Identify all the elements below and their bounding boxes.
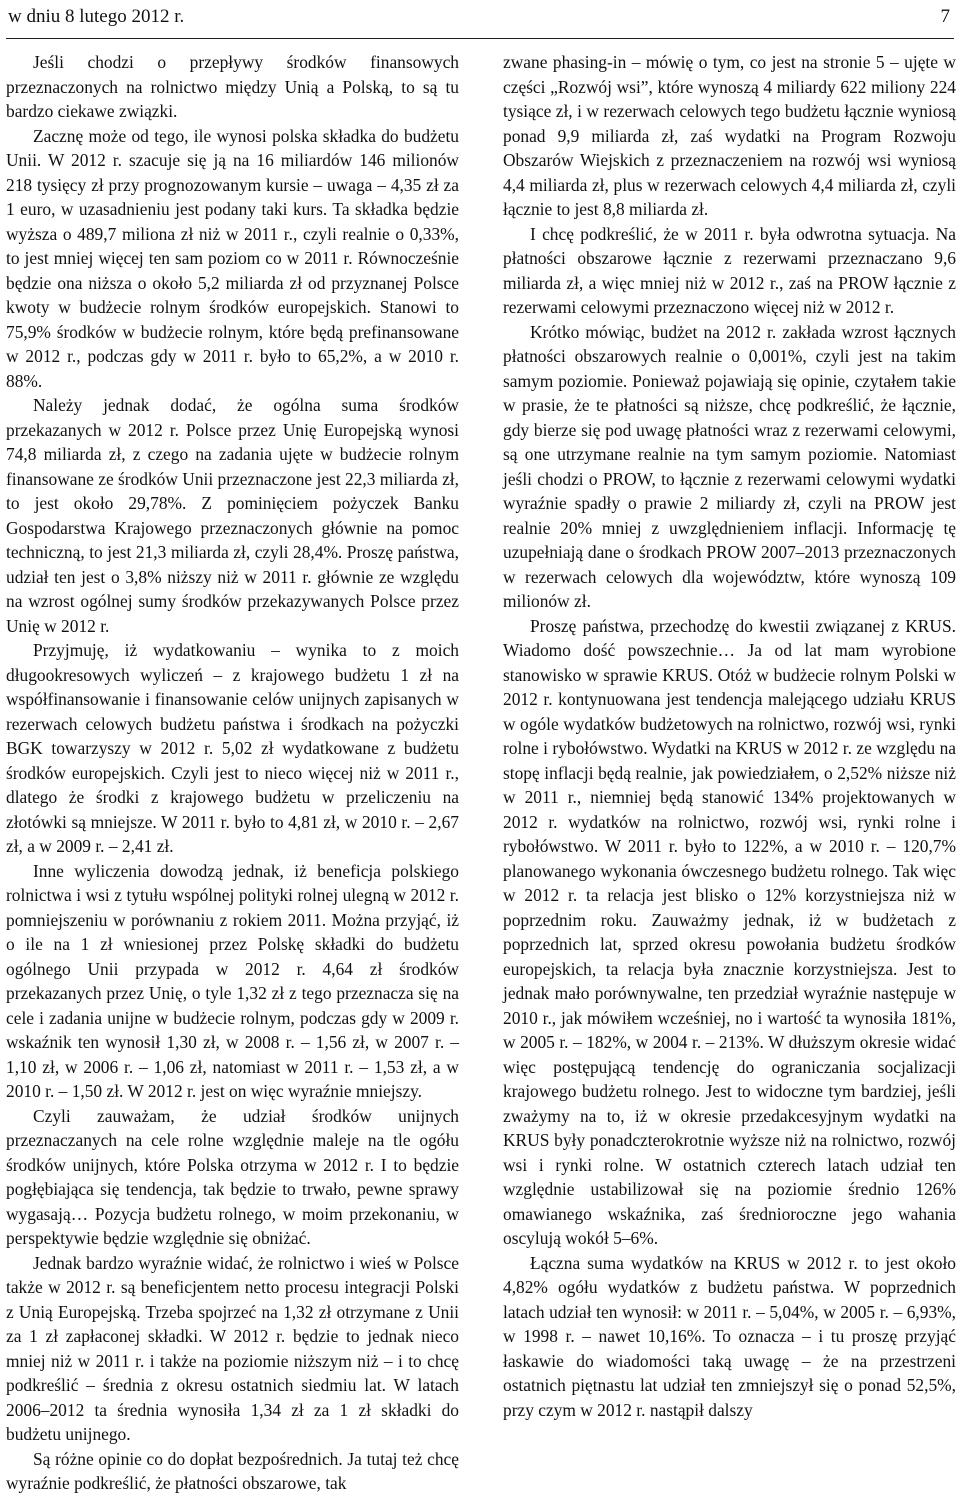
paragraph: Jednak bardzo wyraźnie widać, że rolnictwo i wieś w Polsce także w 2012 r. są beneficjentem netto procesu integracji Polski z Unią Europejską. Trzeba spojrzeć na 1,32 zł otrzymane z Unii za 1 zł zapłaconej składki. W 2012 r. będzie to jednak nieco mniej niż w 2011 r. i także na poziomie niższym niż – i to chcę podkreślić – średnia z okresu ostatnich siedmiu lat. W latach 2006–2012 ta średnia wynosiła 1,34 zł za 1 zł składki do budżetu unijnego. (6, 1252, 459, 1444)
paragraph: Jeśli chodzi o przepływy środków finansowych przeznaczonych na rolnictwo między Unią a Polską, to są tu bardzo ciekawe związki. (6, 52, 459, 121)
paragraph: Czyli zauważam, że udział środków unijnych przeznaczanych na cele rolne względnie maleje na tle ogółu środków unijnych, które Polska otrzyma w 2012 r. I to będzie pogłębiająca się tendencja, tak będzie to trwało, pewne sprawy wygasają… Pozycja budżetu rolnego, w moim przekonaniu, w perspektywie będzie względnie się obniżać. (6, 1105, 459, 1248)
page-header (8, 2, 952, 32)
right-column (503, 50, 956, 1469)
paragraph: Łączna suma wydatków na KRUS w 2012 r. to jest około 4,82% ogółu wydatków z budżetu państwa. W poprzednich latach udział ten wynosił: w 2011 r. – 5,04%, w 2005 r. – 6,93%, w 1998 r. – nawet 10,16%. To oznacza – i tu proszę przyjąć łaskawie do wiadomości taką uwagę – że na przestrzeni ostatnich piętnastu lat udział ten zmniejszył się o ponad 52,5%, przy czym w 2012 r. nastąpił dalszy (503, 1252, 956, 1420)
paragraph: Zacznę może od tego, ile wynosi polska składka do budżetu Unii. W 2012 r. szacuje się ją na 16 miliardów 146 milionów 218 tysięcy zł przy prognozowanym kursie – uwaga – 4,35 zł za 1 euro, w uzasadnieniu jest podany taki kurs. Ta składka będzie wyższa o 489,7 miliona zł niż w 2011 r., czyli realnie o 0,33%, to jest mniej więcej ten sam poziom co w 2011 r. Równocześnie będzie ona niższa o około 5,2 miliarda zł od przyznanej Polsce kwoty w budżecie rolnym środków europejskich. Stanowi to 75,9% środków w budżecie rolnym, które będą prefinansowane w 2012 r., podczas gdy w 2011 r. było to 65,2%, a w 2010 r. 88%. (6, 125, 459, 391)
paragraph: Proszę państwa, przechodzę do kwestii związanej z KRUS. Wiadomo dość powszechnie… Ja od lat mam wyrobione stanowisko w sprawie KRUS. Otóż w budżecie rolnym Polski w 2012 r. kontynuowana jest tendencja malejącego udziału KRUS w ogóle wydatków budżetowych na rolnictwo, rozwój wsi, rynki rolne i rybołówstwo. Wydatki na KRUS w 2012 r. ze względu na stopę inflacji będą realnie, jak powiedziałem, o 2,52% niższe niż w 2011 r., niemniej będą stanowić 134% projektowanych w 2012 r. wydatków na rolnictwo, rozwój wsi, rynki rolne i rybołówstwo. W 2011 r. było to 122%, a w 2010 r. – 120,7% planowanego wykonania ówczesnego budżetu rolnego. Tak więc w 2012 r. ta relacja jest blisko o 12% korzystniejsza niż w poprzednim roku. Zauważmy jednak, iż w budżetach z poprzednich lat, sprzed okresu powołania budżetu środków europejskich, ta relacja była znacznie korzystniejsza. Jest to jednak mało porównywalne, ten przedział wyraźnie następuje w 2010 r., jak mówiłem wcześniej, no i wartość ta wynosiła 181%, w 2005 r. – 182%, w 2004 r. – 213%. W dłuższym okresie widać więc postępującą tendencję do ograniczania socjalizacji krajowego budżetu rolnego. Jest to widoczne tym bardziej, jeśli zważymy na to, iż w okresie przedakcesyjnym wydatki na KRUS były ponadczterokrotnie wyższe niż na rolnictwo, rozwój wsi i rynki rolne. W ostatnich czterech latach udział ten względnie ustabilizował się na poziomie średnio 126% omawianego wskaźnika, zaś średnioroczne jego wahania oscylują wokół 5–6%. (503, 615, 956, 1248)
paragraph: Przyjmuję, iż wydatkowaniu – wynika to z moich długookresowych wyliczeń – z krajowego budżetu 1 zł na współfinansowanie i finansowanie celów unijnych zapisanych w rezerwach celowych budżetu państwa i środkach na pożyczki BGK towarzyszy w 2012 r. 5,02 zł wydatkowane z budżetu środków europejskich. Czyli jest to nieco więcej niż w 2011 r., dlatego że środki z krajowego budżetu w przeliczeniu na złotówki są mniejsze. W 2011 r. było to 4,81 zł, w 2010 r. – 2,67 zł, a w 2009 r. – 2,41 zł. (6, 640, 459, 856)
page-number: 7 (940, 6, 950, 27)
header-date: w dniu 8 lutego 2012 r. (8, 6, 185, 27)
paragraph: I chcę podkreślić, że w 2011 r. była odwrotna sytuacja. Na płatności obszarowe łącznie z rezerwami przeznaczano 9,6 miliarda zł, a więc mniej niż w 2012 r., zaś na PROW łącznie z rezerwami celowymi przeznaczono więcej niż w 2012 r. (503, 223, 956, 317)
paragraph: Inne wyliczenia dowodzą jednak, iż beneficja polskiego rolnictwa i wsi z tytułu wspólnej polityki rolnej ulegną w 2012 r. pomniejszeniu w porównaniu z rokiem 2011. Można przyjąć, iż o ile na 1 zł wniesionej przez Polskę składki do budżetu ogólnego Unii przypada w 2012 r. 4,64 zł środków przekazanych przez Unię, o tyle 1,32 zł z tego przeznacza się na cele i zadania unijne w budżecie rolnym, podczas gdy w 2009 r. wskaźnik ten wynosił 1,30 zł, w 2008 r. – 1,56 zł, w 2007 r. – 1,10 zł, w 2006 r. – 1,06 zł, natomiast w 2011 r. – 1,53 zł, a w 2010 r. – 1,50 zł. W 2012 r. jest on więc wyraźnie mniejszy. (6, 860, 459, 1101)
paragraph: Krótko mówiąc, budżet na 2012 r. zakłada wzrost łącznych płatności obszarowych realnie o 0,001%, czyli jest na takim samym poziomie. Ponieważ pojawiają się opinie, czytałem takie w prasie, że te płatności są niższe, chcę podkreślić, że łącznie, gdy bierze się pod uwagę płatności wraz z rezerwami celowymi, są one utrzymane realnie na tym samym poziomie. Natomiast jeśli chodzi o PROW, to łącznie z rezerwami celowymi wydatki wyraźnie spadły o prawie 2 miliardy zł, czyli na PROW jest realnie 20% mniej z uwzględnieniem inflacji. Informację tę uzupełniają dane o środkach PROW 2007–2013 przeznaczonych w rezerwach celowych dla województw, które wynoszą 109 milionów zł. (503, 321, 956, 611)
header-rule (6, 38, 954, 39)
left-column (6, 50, 459, 1493)
paragraph: Są różne opinie co do dopłat bezpośrednich. Ja tutaj też chcę wyraźnie podkreślić, że płatności obszarowe, tak (6, 1448, 459, 1493)
paragraph: Należy jednak dodać, że ogólna suma środków przekazanych w 2012 r. Polsce przez Unię Europejską wynosi 74,8 miliarda zł, z czego na zadania ujęte w budżecie rolnym finansowane ze środków Unii przeznaczone jest 22,3 miliarda zł, to jest około 29,78%. Z pominięciem pożyczek Banku Gospodarstwa Krajowego przeznaczonych głównie na pomoc techniczną, to jest 21,3 miliarda zł, czyli 28,4%. Proszę państwa, udział ten jest o 3,8% niższy niż w 2011 r. głównie ze względu na wzrost ogólnej sumy środków przekazywanych Polsce przez Unię w 2012 r. (6, 395, 459, 636)
paragraph-continued: zwane phasing-in – mówię o tym, co jest na stronie 5 – ujęte w części „Rozwój wsi”, które wynoszą 4 miliardy 622 miliony 224 tysiące zł, i w rezerwach celowych tego budżetu łącznie wyniosą ponad 9,9 miliarda zł, zaś wydatki na Program Rozwoju Obszarów Wiejskich z przeznaczeniem na rozwój wsi wyniosą 4,4 miliarda zł, plus w rezerwach celowych 4,4 miliarda zł, czyli łącznie to jest 8,8 miliarda zł. (503, 52, 956, 219)
